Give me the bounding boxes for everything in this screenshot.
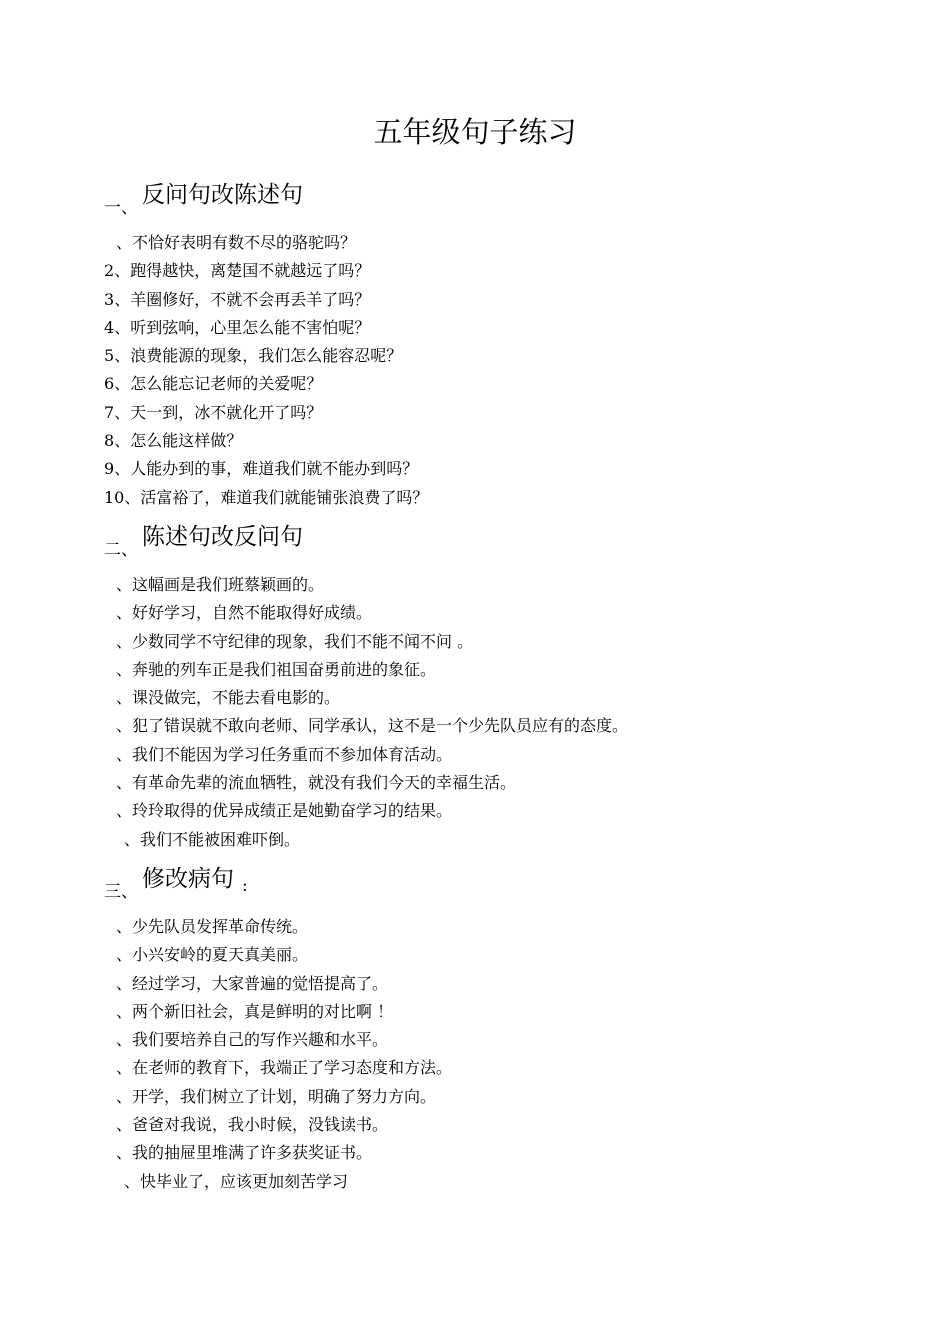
section-sentence-correction <box>104 864 884 1196</box>
list-item <box>116 826 884 854</box>
section-title: 修改病句 <box>142 866 234 892</box>
item-text: 、听到弦响，心里怎么能不害怕呢？ <box>114 317 371 337</box>
item-text: 、在老师的教育下，我端正了学习态度和方法。 <box>116 1058 453 1078</box>
exercise-list <box>104 571 884 854</box>
list-item <box>116 684 884 712</box>
section-heading <box>104 522 884 566</box>
item-text: 、玲玲取得的优异成绩正是她勤奋学习的结果。 <box>116 801 453 821</box>
item-number: 4 <box>104 317 115 337</box>
item-text: 、少数同学不守纪律的现象，我们不能不闻不问 。 <box>116 631 474 651</box>
list-item <box>116 628 884 656</box>
list-item <box>116 1083 884 1111</box>
section-heading <box>104 180 884 224</box>
list-item <box>104 314 884 342</box>
list-item <box>104 455 884 483</box>
item-text: 、奔驰的列车正是我们祖国奋勇前进的象征。 <box>116 659 437 679</box>
list-item <box>116 656 884 684</box>
list-item <box>116 1168 884 1196</box>
list-item <box>116 1026 884 1054</box>
list-item <box>104 427 884 455</box>
item-text: 、犯了错误就不敢向老师、同学承认，这不是一个少先队员应有的态度。 <box>116 716 629 736</box>
item-text: 、活富裕了，难道我们就能铺张浪费了吗？ <box>124 487 429 507</box>
list-item <box>104 399 884 427</box>
section-declarative-to-rhetorical <box>104 522 884 854</box>
list-item <box>116 741 884 769</box>
item-number: 2 <box>104 261 115 281</box>
item-text: 、有革命先辈的流血牺牲，就没有我们今天的幸福生活。 <box>116 773 517 793</box>
list-item <box>116 941 884 969</box>
section-suffix: : <box>242 876 248 896</box>
list-item <box>104 229 884 257</box>
item-text: 、羊圈修好，不就不会再丢羊了吗？ <box>114 289 371 309</box>
item-number: 6 <box>104 374 115 394</box>
item-text: 、课没做完，不能去看电影的。 <box>116 688 341 708</box>
list-item <box>104 342 884 370</box>
item-text: 、浪费能源的现象，我们怎么能容忍呢？ <box>114 346 403 366</box>
list-item <box>116 1054 884 1082</box>
item-text: 、我们要培养自己的写作兴趣和水平。 <box>116 1030 389 1050</box>
item-text: 、经过学习，大家普遍的觉悟提高了。 <box>116 973 389 993</box>
item-text: 、这幅画是我们班蔡颖画的。 <box>116 575 325 594</box>
list-item <box>104 286 884 314</box>
section-heading <box>104 864 884 908</box>
list-item <box>104 257 884 285</box>
item-text: 、爸爸对我说，我小时候，没钱读书。 <box>116 1115 389 1135</box>
list-item <box>116 599 884 627</box>
section-number: 三、 <box>104 882 138 902</box>
list-item <box>116 769 884 797</box>
item-text: 、两个新旧社会，真是鲜明的对比啊 ！ <box>116 1001 394 1021</box>
list-item <box>104 370 884 398</box>
item-number: 10 <box>104 487 125 507</box>
item-text: 、好好学习，自然不能取得好成绩。 <box>116 603 373 623</box>
section-number: 一、 <box>104 198 138 218</box>
list-item <box>116 797 884 825</box>
item-text: 、跑得越快，离楚国不就越远了吗？ <box>114 261 371 281</box>
exercise-list <box>104 229 884 512</box>
list-item <box>116 913 884 941</box>
section-number: 二、 <box>104 540 138 560</box>
list-item <box>116 970 884 998</box>
item-number: 7 <box>104 402 115 422</box>
page-title: 五年级句子练习 <box>373 115 577 149</box>
list-item <box>116 571 884 599</box>
item-text: 、人能办到的事，难道我们就不能办到吗？ <box>114 459 419 479</box>
list-item <box>116 1139 884 1167</box>
item-text: 、我的抽屉里堆满了许多获奖证书。 <box>116 1143 373 1163</box>
item-text: 、天一到，冰不就化开了吗？ <box>114 402 323 422</box>
list-item <box>104 484 884 512</box>
item-text: 、快毕业了，应该更加刻苦学习 <box>124 1171 349 1191</box>
list-item <box>116 998 884 1026</box>
item-number: 3 <box>104 289 115 309</box>
item-number: 8 <box>104 431 115 451</box>
section-rhetorical-to-declarative <box>104 180 884 512</box>
item-text: 、怎么能忘记老师的关爱呢？ <box>114 374 323 394</box>
exercise-list <box>104 913 884 1196</box>
item-number: 5 <box>104 346 115 366</box>
list-item <box>116 1111 884 1139</box>
item-text: 、少先队员发挥革命传统。 <box>116 917 309 936</box>
section-title: 陈述句改反问句 <box>142 524 303 550</box>
section-title: 反问句改陈述句 <box>142 182 303 208</box>
item-text: 、我们不能因为学习任务重而不参加体育活动。 <box>116 744 453 764</box>
item-text: 、开学，我们树立了计划，明确了努力方向。 <box>116 1086 437 1106</box>
item-text: 、小兴安岭的夏天真美丽。 <box>116 945 309 965</box>
item-number: 9 <box>104 459 115 479</box>
item-text: 、不恰好表明有数不尽的骆驼吗？ <box>116 233 357 252</box>
item-text: 、怎么能这样做？ <box>114 431 243 451</box>
item-text: 、我们不能被困难吓倒。 <box>124 829 301 849</box>
list-item <box>116 712 884 740</box>
